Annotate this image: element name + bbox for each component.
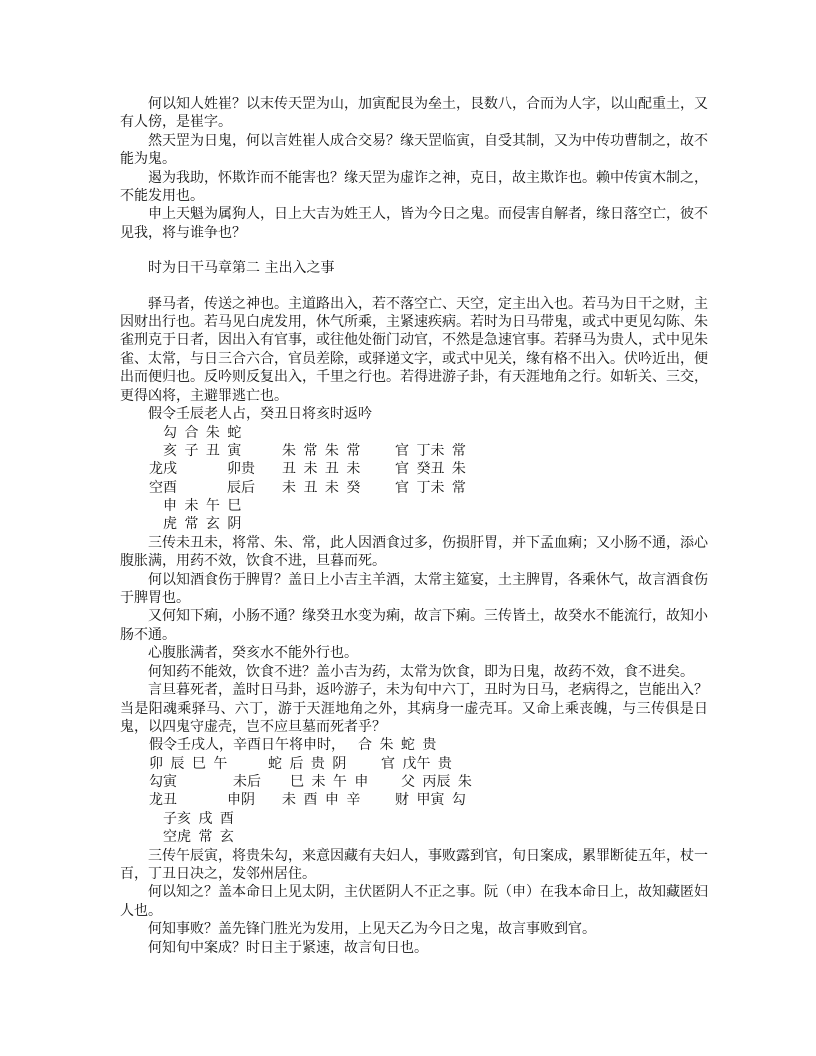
chart-cell: 官 戊午 贵 — [381, 755, 452, 772]
chart-cell: 丑 未 丑 未 — [282, 461, 361, 478]
paragraph: 申上天魁为属狗人，日上大吉为姓王人，皆为今日之鬼。而侵害自解者，缘日落空亡，彼不见我，将与谁争也？ — [120, 206, 708, 241]
divination-chart-2 — [120, 755, 708, 847]
paragraph: 三传午辰寅，将贵朱勾，来意因藏有夫妇人，事败露到官，旬日案成，累罪断徒五年，杖一百，丁丑日决之，发邻州居住。 — [120, 847, 708, 883]
chapter-heading: 时为日干马章第二 主出入之事 — [148, 260, 335, 277]
paragraph: 言旦暮死者，盖时日马卦，返吟游子，未为旬中六丁，丑时为日马，老病得之，岂能出入？当是阳魂乘驿马、六丁，游于天涯地角之外，其病身一虚壳耳。又命上乘丧魄，与三传俱是日鬼，以四鬼守虚壳，岂不应旦墓而死者乎？ — [120, 682, 708, 735]
paragraph: 何以知酒食伤于脾胃？盖日上小吉主羊酒，太常主筵宴，土主脾胃，各乘休气，故言酒食伤于脾胃也。 — [120, 571, 708, 607]
chart-cell: 巳 未 午 申 — [290, 774, 369, 791]
paragraph: 驿马者，传送之神也。主道路出入，若不落空亡、天空，定主出入也。若马为日干之财，主因财出行也。若马见白虎发用，休气所乘，主紧速疾病。若时为日马带鬼，或式中更见勾陈、朱雀刑克于日者，因出入有官事，或往他处衙门动官，不然是急速官事。若驿马为贵人，式中见朱雀、太常，与日三合六合，官员差除，或驿递文字，或式中见关，缘有格不出入。伏吟近出，便出而便归也。反吟则反复出入，千里之行也。若得进游子卦，有天涯地角之行。如斩关、三交，更得凶将，主避罪逃亡也。 — [120, 295, 708, 404]
chart-cell: 官 癸丑 朱 — [395, 461, 466, 478]
chart-cell: 官 丁未 常 — [395, 479, 466, 496]
chart-cell: 申阴 — [227, 792, 255, 809]
chart-cell: 蛇 后 贵 阴 — [268, 755, 347, 772]
chart-cell: 申 未 午 巳 — [163, 498, 242, 515]
chart-row — [120, 460, 708, 478]
chart-cell: 龙戌 — [149, 461, 177, 478]
chart-cell: 虎 常 玄 阴 — [163, 516, 242, 533]
chart-row — [120, 442, 708, 460]
chart-row — [120, 791, 708, 809]
chart-cell: 财 甲寅 勾 — [395, 792, 466, 809]
chart-cell: 卯贵 — [227, 461, 255, 478]
chart-row — [120, 773, 708, 791]
chart-cell: 亥 子 丑 寅 — [163, 442, 242, 459]
chart-cell: 父 丙辰 朱 — [401, 774, 472, 791]
paragraph: 何知药不能效，饮食不进？盖小吉为药，太常为饮食，即为日鬼，故药不效，食不进矣。 — [148, 663, 694, 680]
chart-cell: 辰后 — [227, 479, 255, 496]
paragraph: 又何知下痢，小肠不通？缘癸丑水变为痢，故言下痢。三传皆土，故癸水不能流行，故知小肠不通。 — [120, 608, 708, 643]
chart-cell: 未 丑 未 癸 — [282, 479, 361, 496]
divination-chart-1 — [120, 424, 708, 534]
paragraph: 遏为我助，怀欺诈而不能害也？缘天罡为虚诈之神，克日，故主欺诈也。赖中传寅木制之，不能发用也。 — [120, 169, 708, 205]
paragraph: 何知事败？盖先锋门胜光为发用，上见天乙为今日之鬼，故言事败到官。 — [148, 921, 596, 938]
chart-cell: 空虎 常 玄 — [163, 829, 234, 846]
example-title: 假令壬戌人，辛酉日午将申时， — [149, 737, 345, 754]
example-title: 假令壬辰老人占，癸丑日将亥时返吟 — [148, 406, 372, 423]
chart-cell: 官 丁未 常 — [395, 442, 466, 459]
chart-row — [120, 810, 708, 828]
chart-row — [120, 515, 708, 533]
chart-cell: 未 酉 申 辛 — [282, 792, 361, 809]
document-page — [120, 95, 708, 957]
paragraph: 然天罡为日鬼，何以言姓崔人成合交易？缘天罡临寅，自受其制，又为中传功曹制之，故不能为鬼。 — [120, 132, 708, 168]
paragraph: 何以知人姓崔？以末传天罡为山，加寅配艮为垒土，艮数八，合而为人字，以山配重土，又有人傍，是崔字。 — [120, 96, 708, 131]
paragraph: 三传未丑未，将常、朱、常，此人因酒食过多，伤损肝胃，并下孟血痢；又小肠不通，添心腹胀满，用药不效，饮食不进，旦暮而死。 — [120, 534, 708, 570]
chart-row — [120, 828, 708, 846]
chart-row — [120, 424, 708, 442]
chart-cell: 合 朱 蛇 贵 — [358, 737, 437, 754]
paragraph: 心腹胀满者，癸亥水不能外行也。 — [148, 645, 358, 662]
chart-row — [120, 497, 708, 515]
chart-cell: 空酉 — [149, 479, 177, 496]
chart-cell: 龙丑 — [149, 792, 177, 809]
chart-cell: 未后 — [233, 774, 261, 791]
chart-cell: 子亥 戌 酉 — [163, 810, 234, 827]
chart-row — [120, 479, 708, 497]
chart-cell: 卯 辰 巳 午 — [149, 755, 228, 772]
chart-cell: 勾寅 — [149, 774, 177, 791]
chart-cell: 朱 常 朱 常 — [282, 442, 361, 459]
example-title-row — [120, 736, 708, 754]
paragraph: 何知旬中案成？时日主于紧速，故言旬日也。 — [148, 939, 428, 956]
paragraph: 何以知之？盖本命日上见太阴，主伏匿阴人不正之事。阮（申）在我本命日上，故知藏匿妇人也。 — [120, 884, 708, 919]
chart-row — [120, 755, 708, 773]
chart-cell: 勾 合 朱 蛇 — [163, 424, 242, 441]
